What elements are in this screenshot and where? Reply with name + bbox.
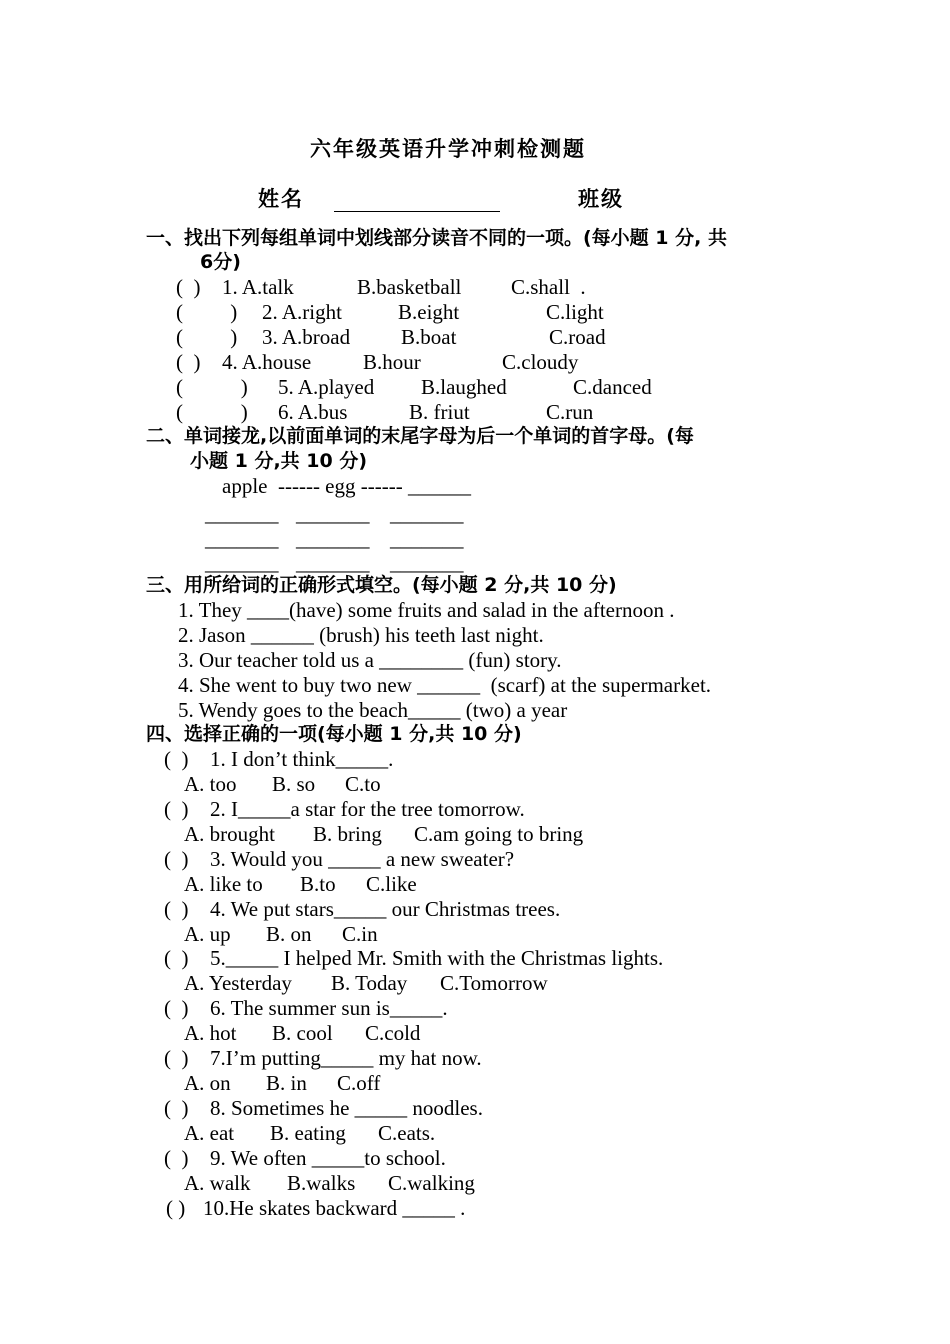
- s1-q1-b: B.basketball: [357, 275, 462, 299]
- s4-q1-paren[interactable]: ( ): [164, 747, 189, 771]
- s3-item-3: 3. Our teacher told us a ________ (fun) story.: [178, 648, 562, 672]
- chain-blank[interactable]: _______: [390, 527, 464, 551]
- section1-heading: 一、找出下列每组单词中划线部分读音不同的一项。(每小题 1 分, 共: [146, 227, 727, 249]
- s4-q2-a: A. brought: [184, 822, 275, 846]
- s4-q7-text: 7.I’m putting_____ my hat now.: [210, 1046, 482, 1070]
- s4-q4-a: A. up: [184, 922, 231, 946]
- s4-q4-b: B. on: [266, 922, 312, 946]
- s4-q7-b: B. in: [266, 1071, 307, 1095]
- chain-blank[interactable]: _______: [296, 551, 370, 575]
- s4-q4-paren[interactable]: ( ): [164, 897, 189, 921]
- s4-q9-c: C.walking: [388, 1171, 475, 1195]
- s4-q6-paren[interactable]: ( ): [164, 996, 189, 1020]
- s4-q2-b: B. bring: [313, 822, 382, 846]
- s1-q3-a: 3. A.broad: [262, 325, 351, 349]
- s1-q4-c: C.cloudy: [502, 350, 579, 374]
- s1-q5-a: 5. A.played: [278, 375, 375, 399]
- s4-q8-b: B. eating: [270, 1121, 346, 1145]
- s1-q6-c: C.run: [546, 400, 594, 424]
- s4-q5-text: 5._____ I helped Mr. Smith with the Christmas lights.: [210, 946, 664, 970]
- s3-item-5: 5. Wendy goes to the beach_____ (two) a year: [178, 698, 568, 722]
- s1-q3-c: C.road: [549, 325, 606, 349]
- name-field[interactable]: [334, 210, 500, 212]
- s4-q6-text: 6. The summer sun is_____.: [210, 996, 448, 1020]
- s1-q1-paren[interactable]: ( ): [176, 275, 201, 299]
- s4-q2-paren[interactable]: ( ): [164, 797, 189, 821]
- s1-q2-c: C.light: [546, 300, 604, 324]
- s1-q3-b: B.boat: [401, 325, 457, 349]
- s1-q1-c: C.shall .: [511, 275, 586, 299]
- s4-q7-a: A. on: [184, 1071, 231, 1095]
- s1-q4-paren[interactable]: ( ): [176, 350, 201, 374]
- s4-q2-text: 2. I_____a star for the tree tomorrow.: [210, 797, 525, 821]
- s4-q4-c: C.in: [342, 922, 378, 946]
- s4-q1-a: A. too: [184, 772, 237, 796]
- s4-q3-b: B.to: [300, 872, 336, 896]
- s3-item-4: 4. She went to buy two new ______ (scarf) at the supermarket.: [178, 673, 712, 697]
- chain-blank[interactable]: _______: [205, 551, 279, 575]
- s1-q6-a: 6. A.bus: [278, 400, 348, 424]
- s4-q8-a: A. eat: [184, 1121, 235, 1145]
- s4-q6-c: C.cold: [365, 1021, 421, 1045]
- s4-q4-text: 4. We put stars_____ our Christmas trees.: [210, 897, 561, 921]
- s1-q6-paren[interactable]: ( ): [176, 400, 248, 424]
- s1-q5-b: B.laughed: [421, 375, 507, 399]
- s4-q10-paren[interactable]: ( ): [166, 1196, 186, 1220]
- s4-q5-c: C.Tomorrow: [440, 971, 548, 995]
- s1-q6-b: B. friut: [409, 400, 470, 424]
- s4-q2-c: C.am going to bring: [414, 822, 584, 846]
- word-chain-start: apple ------ egg ------ ______: [222, 474, 471, 498]
- s4-q5-paren[interactable]: ( ): [164, 946, 189, 970]
- s4-q3-text: 3. Would you _____ a new sweater?: [210, 847, 515, 871]
- section2-heading-cont: 小题 1 分,共 10 分): [190, 450, 368, 472]
- s1-q4-b: B.hour: [363, 350, 421, 374]
- s4-q9-b: B.walks: [287, 1171, 356, 1195]
- s4-q3-a: A. like to: [184, 872, 263, 896]
- s4-q10-text: 10.He skates backward _____ .: [203, 1196, 466, 1220]
- s1-q4-a: 4. A.house: [222, 350, 312, 374]
- s4-q6-a: A. hot: [184, 1021, 237, 1045]
- s4-q9-a: A. walk: [184, 1171, 251, 1195]
- s4-q8-c: C.eats.: [378, 1121, 436, 1145]
- s4-q7-c: C.off: [337, 1071, 381, 1095]
- s4-q3-paren[interactable]: ( ): [164, 847, 189, 871]
- s1-q5-paren[interactable]: ( ): [176, 375, 248, 399]
- chain-blank[interactable]: _______: [390, 502, 464, 526]
- s4-q1-text: 1. I don’t think_____.: [210, 747, 394, 771]
- s1-q1-a: 1. A.talk: [222, 275, 294, 299]
- s4-q9-paren[interactable]: ( ): [164, 1146, 189, 1170]
- s4-q8-text: 8. Sometimes he _____ noodles.: [210, 1096, 483, 1120]
- chain-blank[interactable]: _______: [205, 502, 279, 526]
- s4-q6-b: B. cool: [272, 1021, 333, 1045]
- s4-q9-text: 9. We often _____to school.: [210, 1146, 446, 1170]
- s4-q3-c: C.like: [366, 872, 417, 896]
- s1-q3-paren[interactable]: ( ): [176, 325, 238, 349]
- s4-q1-c: C.to: [345, 772, 381, 796]
- s1-q5-c: C.danced: [573, 375, 652, 399]
- name-label: 姓名: [258, 187, 304, 211]
- chain-blank[interactable]: _______: [296, 527, 370, 551]
- s1-q2-b: B.eight: [398, 300, 460, 324]
- section1-heading-cont: 6分): [200, 251, 241, 273]
- chain-blank[interactable]: _______: [205, 527, 279, 551]
- s1-q2-paren[interactable]: ( ): [176, 300, 238, 324]
- class-label: 班级: [578, 187, 624, 211]
- s4-q8-paren[interactable]: ( ): [164, 1096, 189, 1120]
- s3-item-1: 1. They ____(have) some fruits and salad in the afternoon .: [178, 598, 675, 622]
- section4-heading: 四、选择正确的一项(每小题 1 分,共 10 分): [146, 723, 522, 745]
- page-title: 六年级英语升学冲刺检测题: [310, 137, 586, 161]
- section3-heading: 三、用所给词的正确形式填空。(每小题 2 分,共 10 分): [146, 574, 617, 596]
- section2-heading: 二、单词接龙,以前面单词的末尾字母为后一个单词的首字母。(每: [146, 425, 694, 447]
- s4-q1-b: B. so: [272, 772, 316, 796]
- s3-item-2: 2. Jason ______ (brush) his teeth last night.: [178, 623, 544, 647]
- s4-q5-b: B. Today: [331, 971, 408, 995]
- s4-q5-a: A. Yesterday: [184, 971, 292, 995]
- chain-blank[interactable]: _______: [296, 502, 370, 526]
- s4-q7-paren[interactable]: ( ): [164, 1046, 189, 1070]
- chain-blank[interactable]: _______: [390, 551, 464, 575]
- s1-q2-a: 2. A.right: [262, 300, 342, 324]
